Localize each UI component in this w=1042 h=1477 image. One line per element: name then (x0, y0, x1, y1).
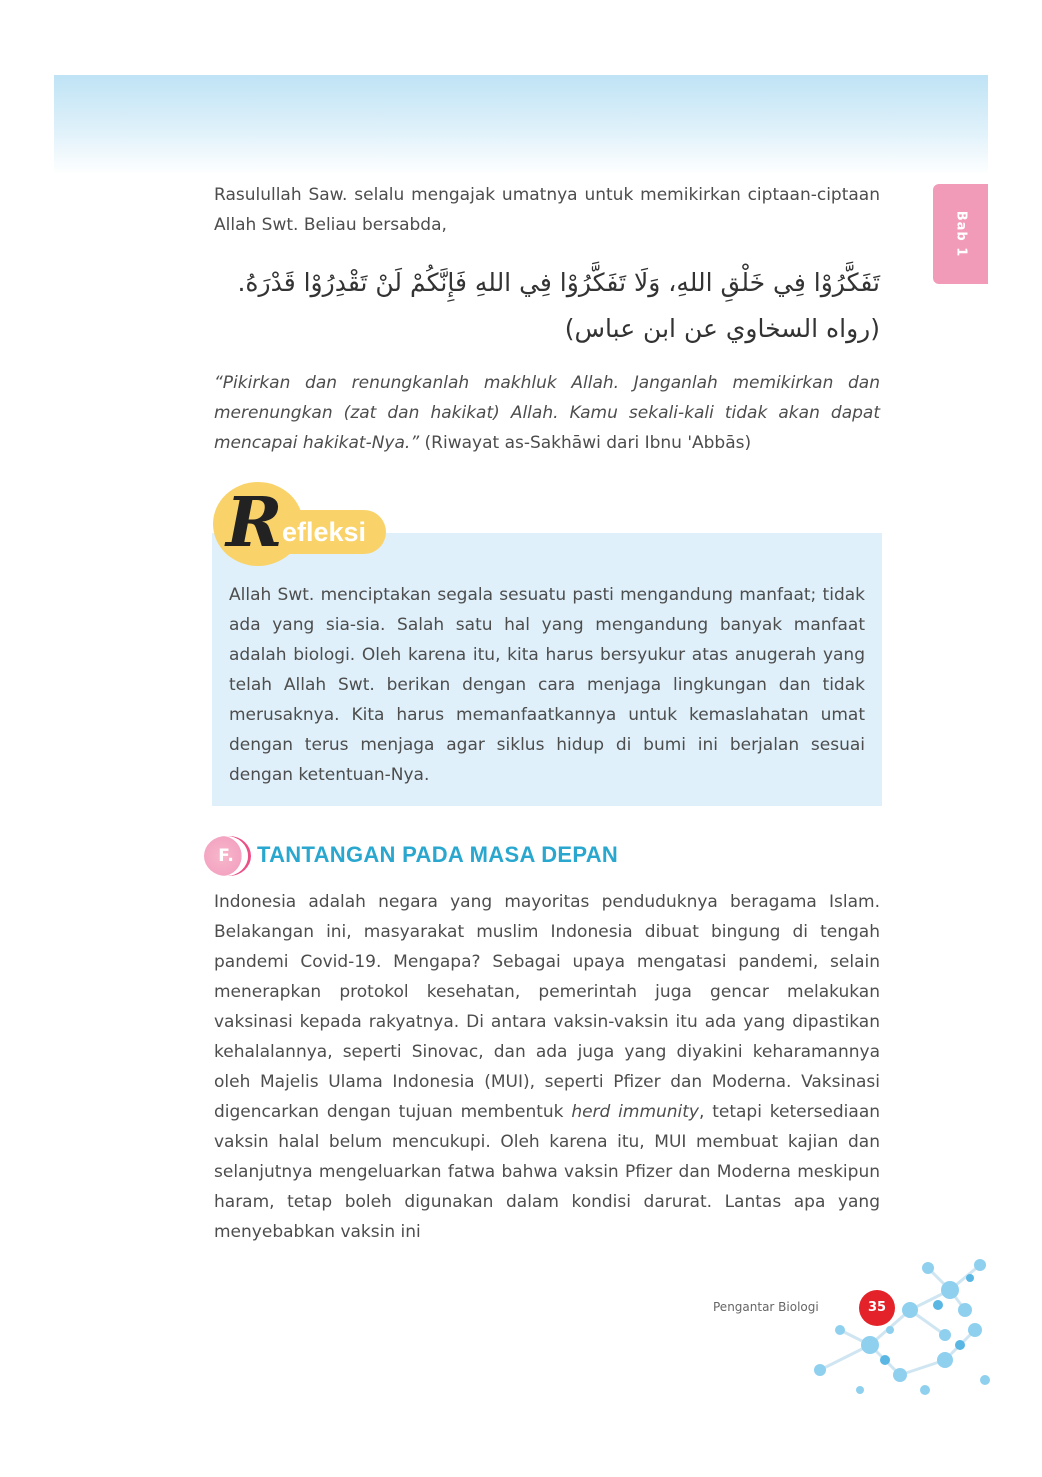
hadith-translation (214, 368, 880, 458)
section-body (214, 887, 880, 1247)
chapter-tab-label: Bab 1 (953, 210, 968, 258)
section-letter: F. (218, 846, 234, 866)
header-band (54, 75, 988, 175)
chapter-tab (933, 184, 988, 284)
section-title: TANTANGAN PADA MASA DEPAN (257, 842, 619, 867)
footer-book-title: Pengantar Biologi (713, 1300, 819, 1314)
molecule-decoration-icon (800, 1250, 990, 1400)
refleksi-initial: R (226, 483, 283, 563)
section-body-italic: herd immunity (571, 1102, 699, 1122)
intro-paragraph: Rasulullah Saw. selalu mengajak umatnya untuk memikirkan ciptaan-ciptaan Allah Swt. Beliau bersabda, (214, 185, 880, 235)
section-letter-badge (204, 836, 248, 876)
refleksi-body: Allah Swt. menciptakan segala sesuatu pasti mengandung manfaat; tidak ada yang sia-sia. Salah satu hal yang mengandung banyak manfaat adalah biologi. Oleh karena itu, kita harus bersyukur atas anugerah yang telah Allah Swt. berikan dengan cara menjaga lingkungan dan tidak merusaknya. Kita harus memanfaatkannya untuk kemaslahatan umat dengan terus menjaga agar siklus hidup di bumi ini berjalan sesuai dengan ketentuan-Nya. (229, 585, 865, 785)
refleksi-title: efleksi (282, 517, 367, 547)
translation-source: (Riwayat as-Sakhāwi dari Ibnu 'Abbās) (419, 433, 752, 453)
arabic-hadith: تَفَكَّرُوْا فِي خَلْقِ اللهِ، وَلَا تَفَكَّرُوْا فِي اللهِ فَإِنَّكُمْ لَنْ تَقْدِرُوْا قَدْرَهُ. (رواه السخاوي عن ابن عباس) (237, 268, 880, 343)
translation-italic: “Pikirkan dan renungkanlah makhluk Allah. Janganlah memikirkan dan merenungkan (zat dan hakikat) Allah. Kamu sekali-kali tidak akan dapat mencapai hakikat-Nya.” (214, 373, 880, 453)
page-number: 35 (859, 1290, 895, 1326)
section-body-part1: Indonesia adalah negara yang mayoritas penduduknya beragama Islam. Belakangan ini, masyarakat muslim Indonesia dibuat bingung di tengah pandemi Covid-19. Mengapa? Sebagai upaya mengatasi pandemi, selain menerapkan protokol kesehatan, pemerintah juga gencar melakukan vaksinasi kepada rakyatnya. Di antara vaksin-vaksin itu ada yang dipastikan kehalalannya, seperti Sinovac, dan ada juga yang diyakini keharamannya oleh Majelis Ulama Indonesia (MUI), seperti Pfizer dan Moderna. Vaksinasi digencarkan dengan tujuan membentuk (214, 892, 880, 1122)
section-body-part2: , tetapi ketersediaan vaksin halal belum mencukupi. Oleh karena itu, MUI membuat kajian dan selanjutnya mengeluarkan fatwa bahwa vaksin Pfizer dan Moderna meskipun haram, tetap boleh digunakan dalam kondisi darurat. Lantas apa yang menyebabkan vaksin ini (214, 1102, 881, 1242)
